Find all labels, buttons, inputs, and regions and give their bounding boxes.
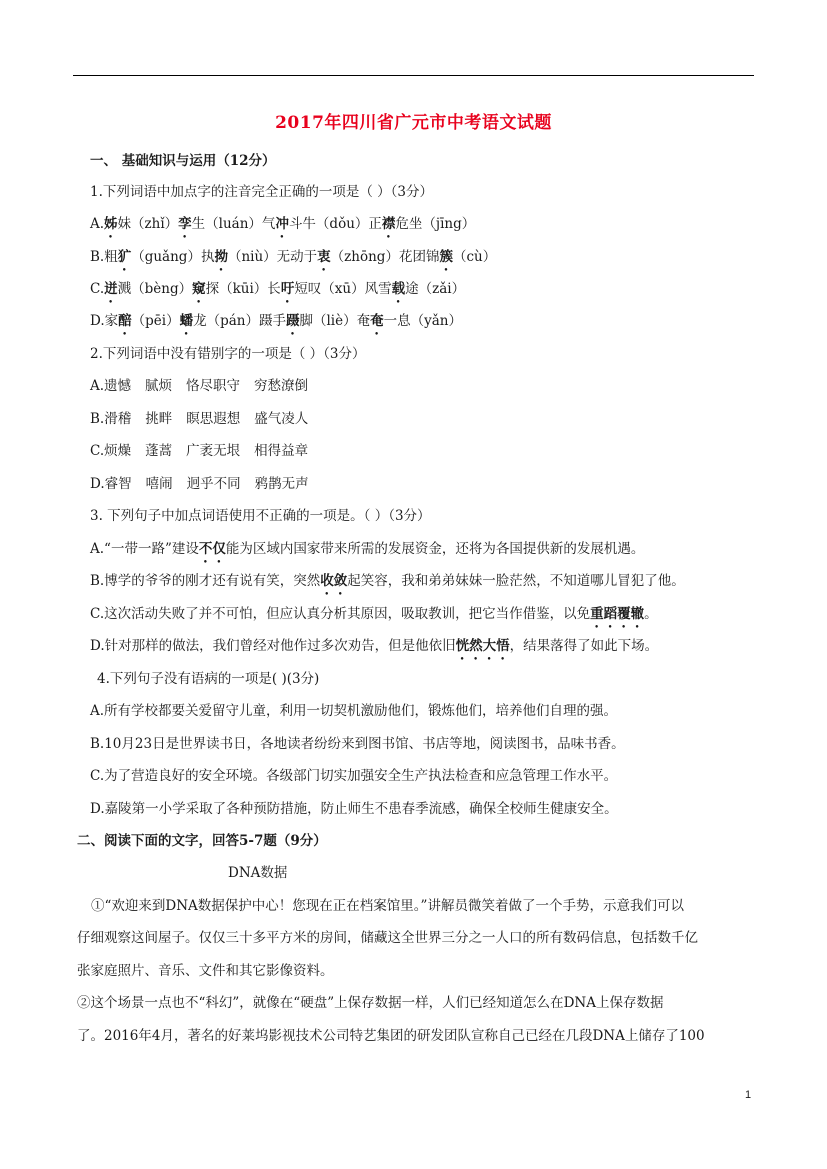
q2-option-c: C.烦燥 蓬蒿 广袤无垠 相得益章 [90,443,309,459]
section-1-heading: 一、 基础知识与运用（12分） [90,153,276,169]
q4-stem: 4.下列句子没有语病的一项是( )(3分) [97,671,320,687]
q3-stem: 3. 下列句子中加点词语使用不正确的一项是。（ ）（3分） [90,508,431,524]
page-title: 2017年四川省广元市中考语文试题 [275,113,552,133]
q3-option-b: B.博学的爷爷的刚才还有说有笑，突然收敛起笑容，我和弟弟妹妹一脸茫然，不知道哪儿冒犯了他。 [90,573,685,589]
q4-option-d: D.嘉陵第一小学采取了各种预防措施，防止师生不患春季流感，确保全校师生健康安全。 [90,801,618,817]
article-heading: DNA数据 [228,865,288,881]
q2-option-b: B.滑稽 挑畔 瞑思遐想 盛气凌人 [90,411,309,427]
article-p1-line1: ①“欢迎来到DNA数据保护中心！您现在正在档案馆里。”讲解员微笑着做了一个手势，示意我们可以 [91,898,684,914]
q3-option-c: C.这次活动失败了并不可怕，但应认真分析其原因，吸取教训，把它当作借鉴，以免重蹈覆辙。 [90,606,658,622]
q1-option-d: D.家醅（pēi）蟠龙（pán）蹑手蹑脚（liè）奄奄一息（yǎn） [90,313,462,329]
article-p2-line1: ②这个场景一点也不“科幻”，就像在“硬盘”上保存数据一样，人们已经知道怎么在DNA上保存数据 [77,995,664,1011]
q2-option-a: A.遗憾 腻烦 恪尽职守 穷愁潦倒 [90,378,309,394]
article-p1-line2: 仔细观察这间屋子。仅仅三十多平方米的房间，储藏这全世界三分之一人口的所有数码信息，包括数千亿 [77,930,698,946]
q1-option-c: C.迸溅（bèng）窥探（kūi）长吁短叹（xū）风雪载途（zǎi） [90,281,466,297]
article-p1-line3: 张家庭照片、音乐、文件和其它影像资料。 [77,963,334,979]
q4-option-b: B.10月23日是世界读书日，各地读者纷纷来到图书馆、书店等地，阅读图书，品味书香。 [90,736,625,752]
q1-option-b: B.粗犷（guǎng）执拗（niù）无动于衷（zhōng）花团锦簇（cù） [90,249,497,265]
q4-option-a: A.所有学校都要关爱留守儿童，利用一切契机激励他们，锻炼他们，培养他们自理的强。 [90,703,618,719]
article-p2-line2: 了。2016年4月，著名的好莱坞影视技术公司特艺集团的研发团队宣称自己已经在几段DNA上储存了100 [77,1028,705,1044]
q3-option-a: A.“一带一路”建设不仅能为区域内国家带来所需的发展资金，还将为各国提供新的发展机遇。 [90,541,645,557]
header-rule [73,75,754,76]
q2-option-d: D.睿智 嘻闹 迥乎不同 鸦鹊无声 [90,476,309,492]
q4-option-c: C.为了营造良好的安全环境。各级部门切实加强安全生产执法检查和应急管理工作水平。 [90,768,618,784]
q1-stem: 1.下列词语中加点字的注音完全正确的一项是（ ）（3分） [90,184,434,200]
q1-option-a: A.姊妹（zhǐ）孪生（luán）气冲斗牛（dǒu）正襟危坐（jīng） [90,216,476,232]
q3-option-d: D.针对那样的做法，我们曾经对他作过多次劝告，但是他依旧恍然大悟，结果落得了如此下场。 [90,638,659,654]
page-number: 1 [745,1089,752,1101]
section-2-heading: 二、阅读下面的文字，回答5-7题（9分） [77,833,327,849]
q2-stem: 2.下列词语中没有错别字的一项是（ ）（3分） [90,346,366,362]
